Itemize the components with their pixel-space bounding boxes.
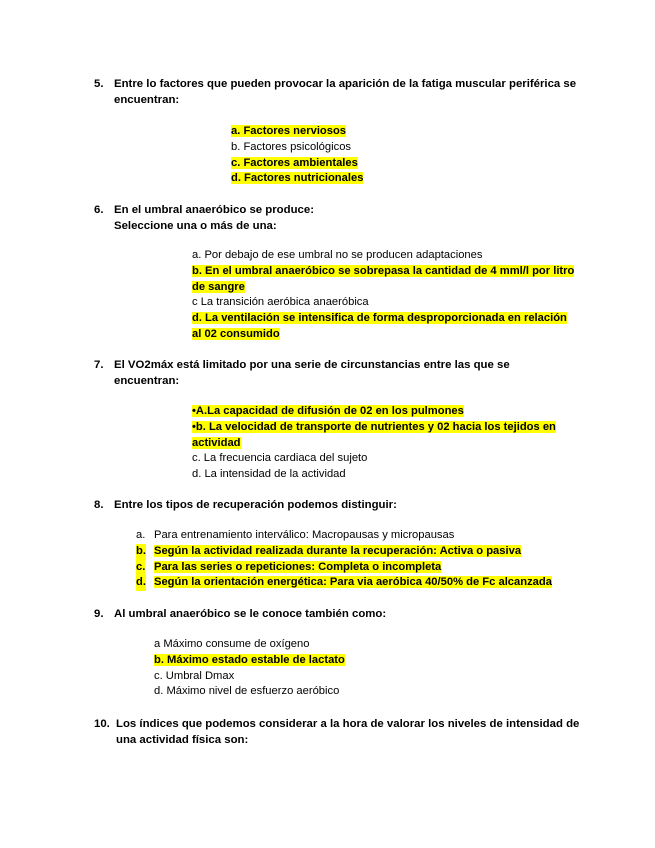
option-a: a. Por debajo de ese umbral no se producen adaptaciones (192, 249, 483, 261)
question-text: Entre lo factores que pueden provocar la aparición de la fatiga muscular periférica se encuentran: (114, 78, 577, 106)
option-d: d. Según la orientación energética: Para via aeróbica 40/50% de Fc alcanzada (136, 575, 586, 591)
question-text: Al umbral anaeróbico se le conoce también como: (114, 608, 387, 620)
option-d: d. Factores nutricionales (231, 172, 364, 185)
option-b: b. En el umbral anaeróbico se sobrepasa la cantidad de 4 mml/l por litro de sangre (192, 264, 575, 293)
option-c: c. Para las series o repeticiones: Completa o incompleta (136, 560, 586, 576)
question-text: El VO2máx está limitado por una serie de circunstancias entre las que se encuentran: (114, 359, 510, 387)
option-c: c La transición aeróbica anaeróbica (192, 296, 369, 309)
option-a: a Máximo consume de oxígeno (154, 638, 310, 650)
question-5 (94, 76, 584, 108)
question-number: 8. (94, 499, 104, 511)
question-number: 5. (94, 78, 104, 90)
question-7 (94, 357, 544, 389)
option-c: c. Factores ambientales (231, 156, 358, 169)
question-text: Los índices que podemos considerar a la hora de valorar los niveles de intensidad de una actividad física son: (116, 718, 580, 746)
option-b: b. Según la actividad realizada durante la recuperación: Activa o pasiva (136, 544, 586, 560)
question-9 (94, 606, 584, 622)
option-b: •b. La velocidad de transporte de nutrientes y 02 hacia los tejidos en actividad (192, 420, 556, 449)
option-b: b. Máximo estado estable de lactato (154, 653, 345, 666)
question-8 (94, 497, 584, 513)
question-6-options (192, 248, 577, 343)
question-5-options (231, 124, 363, 187)
question-8-options (136, 528, 586, 591)
option-d: d. La intensidad de la actividad (192, 468, 346, 481)
question-number: 7. (94, 359, 104, 371)
option-a: a. Para entrenamiento interválico: Macropausas y micropausas (136, 529, 455, 541)
option-c: c. La frecuencia cardiaca del sujeto (192, 452, 368, 465)
question-10 (94, 716, 584, 748)
option-b: b. Factores psicológicos (231, 140, 352, 153)
question-subtext: Seleccione una o más de una: (114, 220, 277, 232)
question-6 (94, 202, 584, 234)
option-c: c. Umbral Dmax (154, 669, 235, 682)
question-number: 10. (94, 718, 110, 730)
option-a: a. Factores nerviosos (231, 125, 347, 137)
question-number: 9. (94, 608, 104, 620)
option-d: d. La ventilación se intensifica de forma desproporcionada en relación al 02 consumido (192, 312, 567, 340)
question-number: 6. (94, 204, 104, 216)
option-d: d. Máximo nivel de esfuerzo aeróbico (154, 685, 340, 698)
question-text: En el umbral anaeróbico se produce: (114, 204, 315, 216)
question-9-options (154, 637, 345, 700)
question-7-options (192, 404, 584, 483)
question-text: Entre los tipos de recuperación podemos distinguir: (114, 499, 397, 511)
option-a: •A.La capacidad de difusión de 02 en los pulmones (192, 405, 464, 417)
